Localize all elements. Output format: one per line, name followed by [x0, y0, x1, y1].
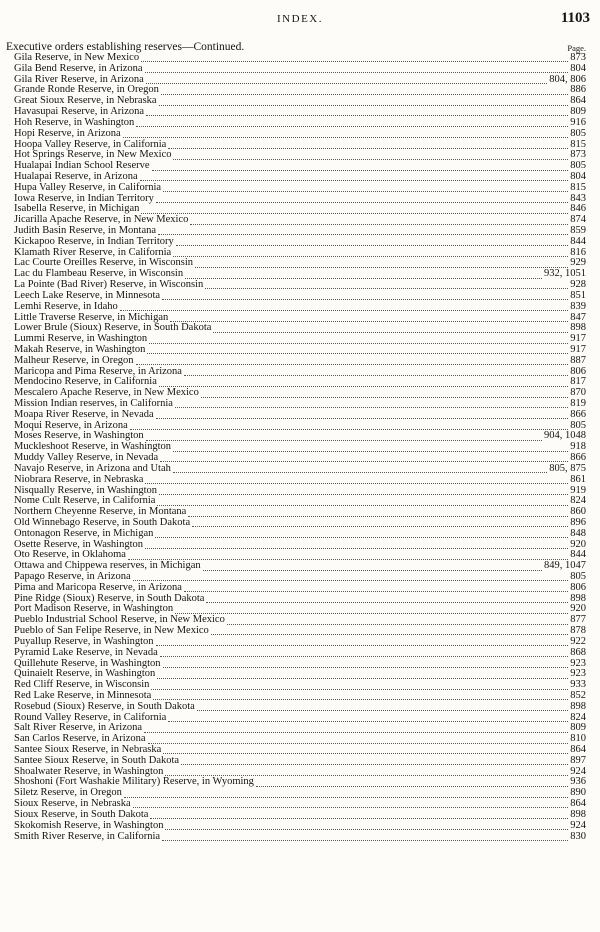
entry-name: Puyallup Reserve, in Washington [14, 635, 154, 647]
entry-page: 920 [570, 538, 586, 550]
entry-page: 809 [570, 722, 586, 734]
entry-name: Hoopa Valley Reserve, in California [14, 138, 167, 150]
dot-leader [145, 541, 568, 549]
entry-name: Siletz Reserve, in Oregon [14, 787, 122, 799]
entry-name: Hupa Valley Reserve, in California [14, 181, 162, 193]
dot-leader [159, 487, 568, 495]
index-entry [0, 356, 600, 367]
entry-name: Hot Springs Reserve, in New Mexico [14, 149, 172, 161]
entry-name: Ontonagon Reserve, in Michigan [14, 527, 154, 539]
dot-leader [136, 119, 568, 127]
entry-page: 897 [570, 754, 586, 766]
entry-page: 923 [570, 657, 586, 669]
entry-name: Shoshoni (Fort Washakie Military) Reserve, in Wyoming [14, 776, 254, 788]
entry-page: 866 [570, 452, 586, 464]
entry-name: Lemhi Reserve, in Idaho [14, 300, 118, 312]
entry-name: Red Lake Reserve, in Minnesota [14, 689, 152, 701]
entry-page: 877 [570, 614, 586, 626]
entry-name: Mescalero Apache Reserve, in New Mexico [14, 387, 199, 399]
entry-page: 804 [570, 170, 586, 182]
entry-name: Great Sioux Reserve, in Nebraska [14, 95, 157, 107]
index-entry-list [0, 53, 600, 842]
entry-page: 868 [570, 646, 586, 658]
entry-name: Hopi Reserve, in Arizona [14, 127, 121, 139]
index-entry [0, 529, 600, 540]
dot-leader [173, 465, 547, 473]
dot-leader [203, 563, 542, 571]
entry-name: Grande Ronde Reserve, in Oregon [14, 84, 159, 96]
entry-name: Smith River Reserve, in California [14, 830, 161, 842]
dot-leader [173, 152, 568, 160]
entry-page: 916 [570, 116, 586, 128]
entry-page: 898 [570, 700, 586, 712]
dot-leader [165, 822, 568, 830]
entry-page: 805 [570, 571, 586, 582]
dot-leader [175, 400, 568, 408]
dot-leader [156, 638, 569, 646]
entry-page: 804 [570, 62, 586, 74]
entry-page: 846 [570, 203, 586, 215]
index-entry [0, 648, 600, 659]
entry-page: 923 [570, 668, 586, 680]
entry-name: Malheur Reserve, in Oregon [14, 354, 134, 366]
entry-page: 904, 1048 [544, 430, 586, 442]
entry-page: 859 [570, 225, 586, 236]
entry-page: 898 [570, 592, 586, 604]
dot-leader [206, 595, 568, 603]
dot-leader [160, 454, 568, 462]
entry-page: 852 [570, 689, 586, 701]
dot-leader [165, 768, 568, 776]
entry-name: Round Valley Reserve, in California [14, 711, 167, 723]
entry-name: Klamath River Reserve, in California [14, 246, 172, 258]
entry-name: Iowa Reserve, in Indian Territory [14, 192, 154, 204]
entry-page: 806 [570, 365, 586, 377]
entry-page: 804, 806 [549, 73, 586, 85]
dot-leader [153, 692, 568, 700]
entry-page: 810 [570, 733, 586, 745]
entry-page: 873 [570, 52, 586, 63]
dot-leader [159, 379, 568, 387]
entry-name: Muddy Valley Reserve, in Nevada [14, 452, 159, 464]
dot-leader [149, 336, 568, 344]
entry-name: Moses Reserve, in Washington [14, 430, 144, 442]
entry-page: 816 [570, 246, 586, 258]
entry-name: Mission Indian reserves, in California [14, 398, 173, 409]
entry-page: 922 [570, 635, 586, 647]
dot-leader [148, 736, 569, 744]
entry-name: Leech Lake Reserve, in Minnesota [14, 289, 161, 301]
entry-page: 920 [570, 603, 586, 615]
dot-leader [185, 271, 542, 279]
dot-leader [195, 260, 568, 268]
entry-name: Niobrara Reserve, in Nebraska [14, 473, 144, 485]
entry-page: 864 [570, 798, 586, 810]
entry-name: Oto Reserve, in Oklahoma [14, 549, 126, 561]
entry-page: 874 [570, 214, 586, 226]
entry-page: 839 [570, 300, 586, 312]
entry-page: 919 [570, 484, 586, 496]
entry-page: 805 [570, 419, 586, 431]
dot-leader [190, 217, 568, 225]
entry-name: Gila River Reserve, in Arizona [14, 73, 144, 85]
entry-name: Kickapoo Reserve, in Indian Territory [14, 235, 174, 247]
index-entry [0, 832, 600, 843]
entry-page: 936 [570, 776, 586, 788]
dot-leader [156, 411, 569, 419]
dot-leader [175, 606, 568, 614]
dot-leader [173, 444, 568, 452]
dot-leader [170, 314, 568, 322]
dot-leader [160, 649, 569, 657]
entry-name: Lac Courte Oreilles Reserve, in Wisconsin [14, 257, 194, 269]
entry-name: Red Cliff Reserve, in Wisconsin [14, 679, 150, 691]
entry-name: La Pointe (Bad River) Reserve, in Wisconsin [14, 279, 204, 291]
entry-name: Pima and Maricopa Reserve, in Arizona [14, 581, 182, 593]
entry-page: 847 [570, 311, 586, 323]
entry-name: Ottawa and Chippewa reserves, in Michigan [14, 560, 201, 572]
dot-leader [145, 476, 568, 484]
dot-leader [188, 509, 568, 517]
entry-name: Lummi Reserve, in Washington [14, 333, 148, 345]
dot-leader [157, 498, 568, 506]
dot-leader [130, 422, 569, 430]
entry-name: Hualapai Reserve, in Arizona [14, 170, 138, 182]
dot-leader [141, 206, 568, 214]
entry-name: Hoh Reserve, in Washington [14, 116, 135, 128]
index-entry [0, 64, 600, 75]
entry-page: 933 [570, 679, 586, 691]
entry-name: Santee Sioux Reserve, in Nebraska [14, 744, 162, 755]
index-entry [0, 475, 600, 486]
entry-page: 929 [570, 257, 586, 269]
entry-page: 917 [570, 333, 586, 345]
entry-name: Rosebud (Sioux) Reserve, in South Dakota [14, 700, 195, 712]
entry-page: 844 [570, 235, 586, 247]
dot-leader [211, 627, 568, 635]
dot-leader [205, 281, 568, 289]
entry-page: 896 [570, 516, 586, 528]
dot-leader [176, 238, 569, 246]
dot-leader [141, 54, 568, 62]
index-entry [0, 183, 600, 194]
entry-name: Moqui Reserve, in Arizona [14, 419, 128, 431]
dot-leader [173, 249, 568, 257]
entry-page: 805 [570, 160, 586, 172]
index-entry [0, 237, 600, 248]
entry-page: 824 [570, 495, 586, 507]
entry-name: Hualapai Indian School Reserve [14, 160, 150, 172]
dot-leader [163, 660, 569, 668]
entry-page: 873 [570, 149, 586, 161]
entry-name: San Carlos Reserve, in Arizona [14, 733, 146, 745]
entry-page: 932, 1051 [544, 268, 586, 280]
entry-page: 866 [570, 408, 586, 420]
entry-page: 887 [570, 354, 586, 366]
dot-leader [123, 130, 569, 138]
entry-page: 917 [570, 343, 586, 355]
dot-leader [152, 163, 569, 171]
dot-leader [157, 671, 568, 679]
dot-leader [227, 617, 568, 625]
dot-leader [192, 519, 568, 527]
dot-leader [146, 433, 542, 441]
entry-page: 809 [570, 106, 586, 118]
entry-page: 924 [570, 819, 586, 831]
entry-name: Judith Basin Reserve, in Montana [14, 225, 157, 236]
entry-page: 815 [570, 138, 586, 150]
dot-leader [256, 779, 568, 787]
dot-leader [156, 195, 568, 203]
dot-leader [159, 98, 569, 106]
page-number: 1103 [560, 10, 590, 26]
dot-leader [162, 833, 568, 841]
entry-name: Mendocino Reserve, in California [14, 376, 157, 388]
entry-name: Muckleshoot Reserve, in Washington [14, 441, 172, 453]
entry-page: 848 [570, 527, 586, 539]
entry-page: 864 [570, 744, 586, 755]
dot-leader [181, 757, 568, 765]
dot-leader [163, 184, 568, 192]
index-entry [0, 583, 600, 594]
entry-page: 886 [570, 84, 586, 96]
entry-page: 849, 1047 [544, 560, 586, 572]
running-title: INDEX. [277, 13, 323, 25]
entry-name: Shoalwater Reserve, in Washington [14, 765, 164, 777]
entry-page: 815 [570, 181, 586, 193]
dot-leader [151, 682, 568, 690]
entry-name: Jicarilla Apache Reserve, in New Mexico [14, 214, 189, 226]
entry-name: Havasupai Reserve, in Arizona [14, 106, 145, 118]
index-entry [0, 702, 600, 713]
entry-page: 844 [570, 549, 586, 561]
dot-leader [144, 725, 568, 733]
entry-page: 861 [570, 473, 586, 485]
dot-leader [146, 108, 568, 116]
entry-page: 819 [570, 398, 586, 409]
entry-name: Moapa River Reserve, in Nevada [14, 408, 154, 420]
entry-name: Gila Bend Reserve, in Arizona [14, 62, 143, 74]
entry-page: 805, 875 [549, 462, 586, 474]
dot-leader [147, 346, 568, 354]
index-entry [0, 302, 600, 313]
entry-page: 830 [570, 830, 586, 842]
entry-page: 870 [570, 387, 586, 399]
entry-name: Pyramid Lake Reserve, in Nevada [14, 646, 158, 658]
dot-leader [146, 76, 547, 84]
entry-name: Little Traverse Reserve, in Michigan [14, 311, 169, 323]
entry-name: Pueblo Industrial School Reserve, in New Mexico [14, 614, 225, 626]
dot-leader [184, 368, 568, 376]
entry-page: 851 [570, 289, 586, 301]
dot-leader [136, 357, 569, 365]
index-entry [0, 410, 600, 421]
dot-leader [128, 552, 568, 560]
dot-leader [184, 584, 568, 592]
entry-page: 860 [570, 506, 586, 518]
entry-page: 890 [570, 787, 586, 799]
entry-name: Maricopa and Pima Reserve, in Arizona [14, 365, 182, 377]
entry-page: 805 [570, 127, 586, 139]
dot-leader [163, 746, 568, 754]
entry-page: 878 [570, 625, 586, 637]
entry-name: Isabella Reserve, in Michigan [14, 203, 140, 215]
page-header [0, 10, 600, 30]
entry-name: Salt River Reserve, in Arizona [14, 722, 143, 734]
entry-name: Port Madison Reserve, in Washington [14, 603, 174, 615]
entry-name: Skokomish Reserve, in Washington [14, 819, 164, 831]
entry-page: 864 [570, 95, 586, 107]
entry-name: Sioux Reserve, in Nebraska [14, 798, 131, 810]
entry-name: Pueblo of San Felipe Reserve, in New Mexico [14, 625, 209, 637]
dot-leader [150, 811, 568, 819]
dot-leader [162, 292, 568, 300]
entry-name: Lac du Flambeau Reserve, in Wisconsin [14, 268, 184, 280]
section-title: Executive orders establishing reserves—Continued. [6, 41, 245, 53]
entry-page: 924 [570, 765, 586, 777]
dot-leader [124, 790, 568, 798]
dot-leader [197, 703, 568, 711]
index-entry [0, 129, 600, 140]
entry-name: Northern Cheyenne Reserve, in Montana [14, 506, 187, 518]
entry-page: 817 [570, 376, 586, 388]
entry-name: Quinaielt Reserve, in Washington [14, 668, 156, 680]
entry-page: 898 [570, 322, 586, 334]
entry-name: Navajo Reserve, in Arizona and Utah [14, 462, 171, 474]
dot-leader [155, 530, 568, 538]
entry-name: Sioux Reserve, in South Dakota [14, 808, 149, 820]
dot-leader [133, 573, 569, 581]
entry-name: Nome Cult Reserve, in California [14, 495, 156, 507]
entry-name: Lower Brule (Sioux) Reserve, in South Dakota [14, 322, 212, 334]
entry-page: 918 [570, 441, 586, 453]
dot-leader [168, 141, 568, 149]
entry-name: Santee Sioux Reserve, in South Dakota [14, 754, 180, 766]
entry-page: 843 [570, 192, 586, 204]
entry-name: Quillehute Reserve, in Washington [14, 657, 161, 669]
entry-name: Papago Reserve, in Arizona [14, 571, 131, 582]
entry-page: 806 [570, 581, 586, 593]
page-column-label: Page. [567, 43, 586, 53]
entry-page: 824 [570, 711, 586, 723]
entry-name: Osette Reserve, in Washington [14, 538, 144, 550]
dot-leader [201, 390, 568, 398]
dot-leader [158, 227, 568, 235]
entry-name: Pine Ridge (Sioux) Reserve, in South Dakota [14, 592, 205, 604]
entry-name: Old Winnebago Reserve, in South Dakota [14, 516, 191, 528]
entry-name: Nisqually Reserve, in Washington [14, 484, 158, 496]
entry-page: 928 [570, 279, 586, 291]
entry-page: 898 [570, 808, 586, 820]
index-entry [0, 756, 600, 767]
entry-name: Makah Reserve, in Washington [14, 343, 146, 355]
dot-leader [140, 173, 569, 181]
index-entry [0, 821, 600, 832]
dot-leader [168, 714, 568, 722]
dot-leader [161, 87, 568, 95]
dot-leader [120, 303, 568, 311]
dot-leader [213, 325, 568, 333]
dot-leader [133, 800, 569, 808]
dot-leader [145, 65, 569, 73]
entry-name: Gila Reserve, in New Mexico [14, 52, 140, 63]
